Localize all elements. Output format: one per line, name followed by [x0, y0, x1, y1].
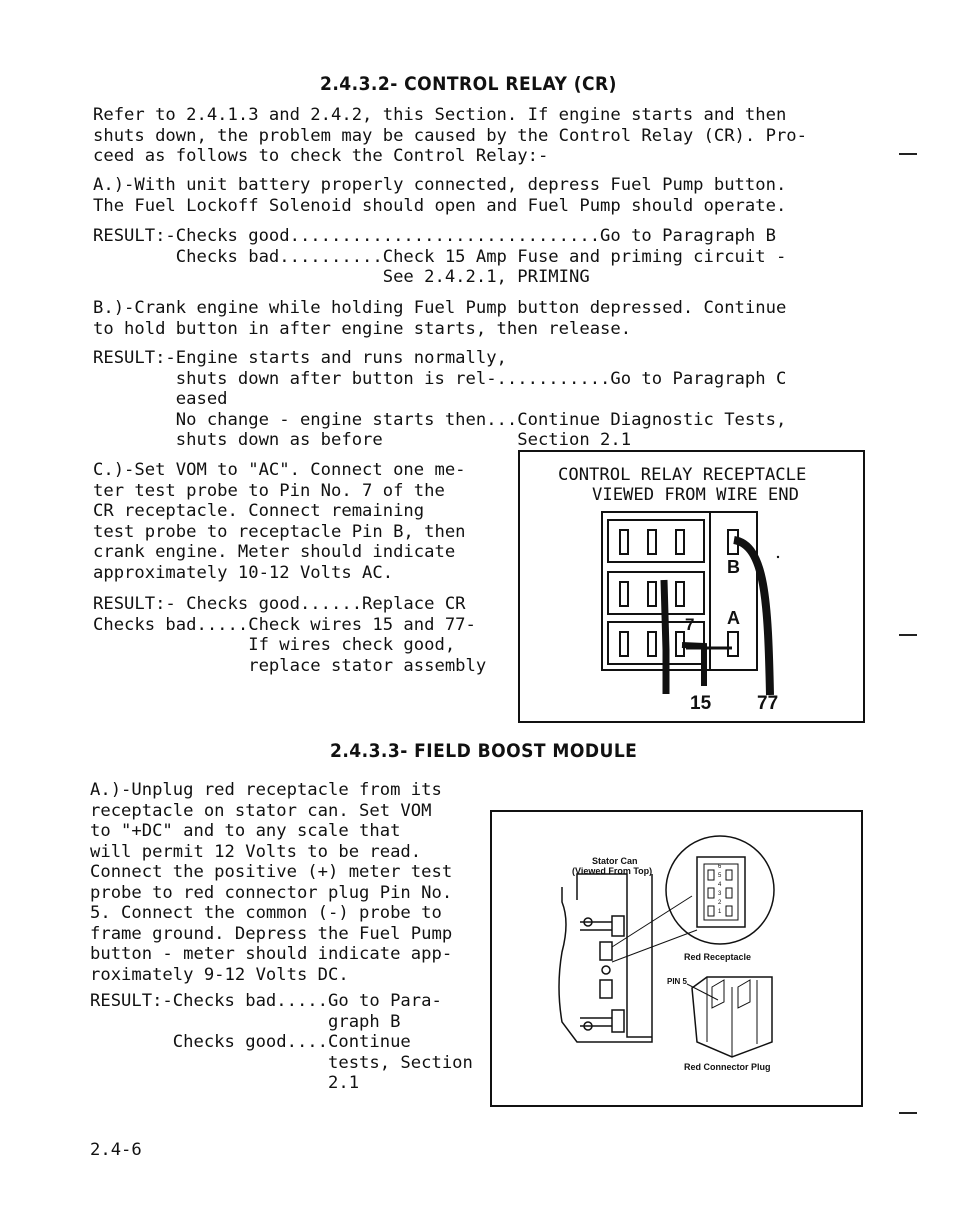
receptacle-pin-number: 3 — [718, 891, 722, 897]
margin-tick — [899, 634, 917, 636]
figure-title-line1: CONTROL RELAY RECEPTACLE — [558, 465, 807, 485]
red-connector-plug-label: Red Connector Plug — [684, 1062, 771, 1072]
stator-can-label: Stator Can — [592, 856, 638, 866]
control-relay-intro: Refer to 2.4.1.3 and 2.4.2, this Section. If engine starts and then shuts down, the problem may be caused by the Control Relay (CR). Pro- ceed as follows to check the Control Relay:- — [93, 105, 807, 166]
control-relay-step-a: A.)-With unit battery properly connected, depress Fuel Pump button. The Fuel Lockoff Solenoid should open and Fuel Pump should operate. — [93, 175, 787, 216]
section-heading-control-relay: 2.4.3.2- CONTROL RELAY (CR) — [320, 73, 617, 95]
margin-tick — [899, 153, 917, 155]
section-heading-field-boost: 2.4.3.3- FIELD BOOST MODULE — [330, 740, 638, 762]
pin-label-b: B — [727, 557, 740, 577]
receptacle-pin-number: 5 — [718, 873, 722, 879]
wire-label-77: 77 — [757, 693, 779, 714]
receptacle-diagram — [520, 450, 863, 721]
margin-tick — [899, 1112, 917, 1114]
control-relay-result-b: RESULT:-Engine starts and runs normally, shuts down after button is rel-...........Go to Paragraph C eased No change - engine starts then...Continue Diagnostic Tests, shuts down as before Section 2.1 — [93, 348, 787, 450]
control-relay-result-c: RESULT:- Checks good......Replace CR Checks bad.....Check wires 15 and 77- If wires check good, replace stator assembly — [93, 594, 487, 676]
pin-label-a: A — [727, 608, 740, 628]
field-boost-result: RESULT:-Checks bad.....Go to Para- graph B Checks good....Continue tests, Section 2.1 — [90, 991, 473, 1093]
control-relay-step-b: B.)-Crank engine while holding Fuel Pump button depressed. Continue to hold button in after engine starts, then release. — [93, 298, 787, 339]
wire-label-15: 15 — [690, 693, 712, 714]
control-relay-figure — [518, 450, 865, 723]
stator-can-diagram — [492, 812, 861, 1105]
field-boost-step-a: A.)-Unplug red receptacle from its receptacle on stator can. Set VOM to "+DC" and to any scale that will permit 12 Volts to be read. Connect the positive (+) meter test probe to red connector plug Pin No. 5. Connect the common (-) probe to frame ground. Depress the Fuel Pump button - meter should indicate app- roximately 9-12 Volts DC. — [90, 780, 453, 985]
pin-label-7: 7 — [685, 615, 695, 634]
figure-title-line2: VIEWED FROM WIRE END — [592, 485, 799, 505]
receptacle-pin-number: 4 — [718, 882, 722, 888]
field-boost-figure — [490, 810, 863, 1107]
receptacle-pin-number: 1 — [718, 909, 722, 915]
control-relay-result-a: RESULT:-Checks good..............................Go to Paragraph B Checks bad..........Check 15 Amp Fuse and priming circuit - See 2.4.2.1, PRIMING — [93, 226, 787, 287]
viewed-from-top-label: (Viewed From Top) — [572, 866, 653, 876]
page-number: 2.4-6 — [90, 1140, 142, 1160]
pin5-label: PIN 5 — [667, 977, 688, 986]
receptacle-pin-number: 6 — [718, 864, 722, 870]
control-relay-step-c: C.)-Set VOM to "AC". Connect one me- ter test probe to Pin No. 7 of the CR receptacle. Connect remaining test probe to receptacle Pin B, then crank engine. Meter should indicate approximately 10-12 Volts AC. — [93, 460, 466, 583]
receptacle-pin-number: 2 — [718, 900, 722, 906]
red-receptacle-label: Red Receptacle — [684, 952, 752, 962]
